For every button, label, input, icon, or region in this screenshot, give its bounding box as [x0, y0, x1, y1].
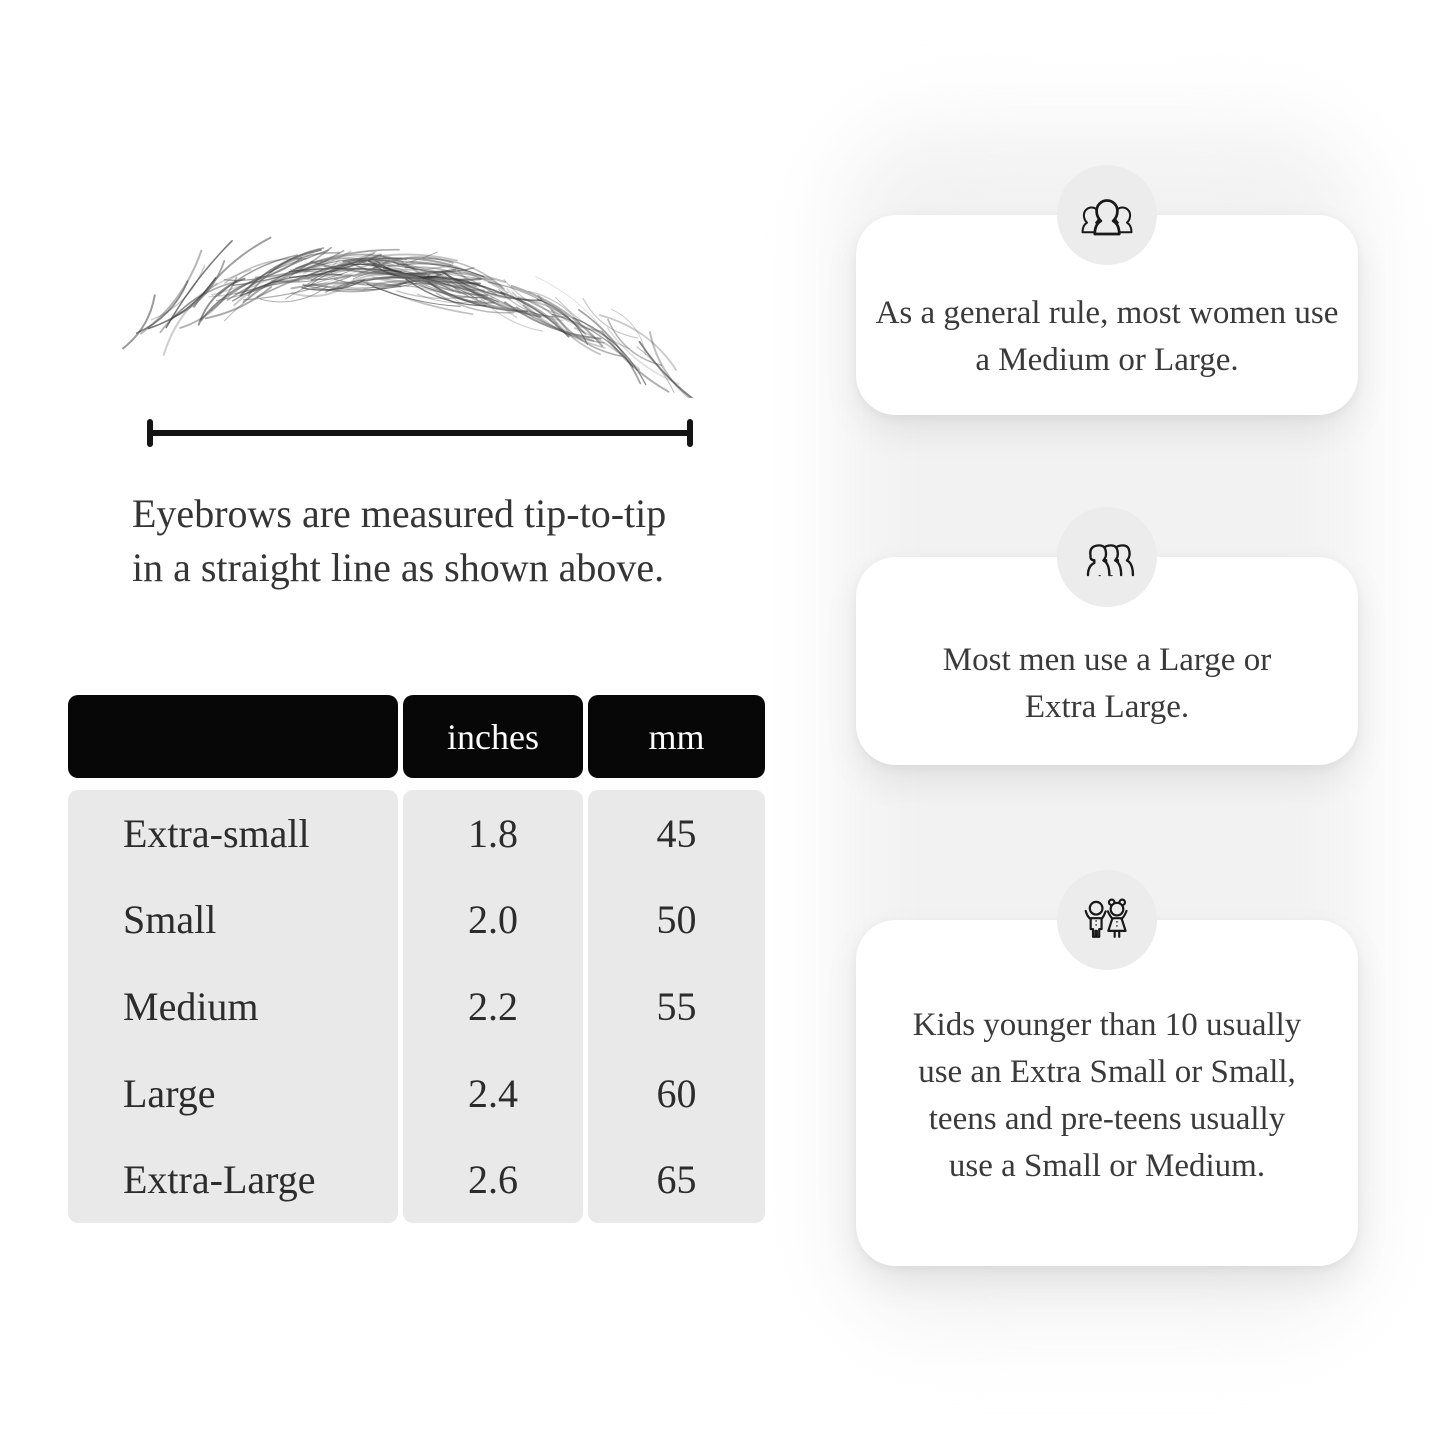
mm-value: 65	[656, 1157, 697, 1203]
men-group-icon	[1078, 528, 1136, 586]
size-table	[68, 695, 765, 1223]
header-cell-mm: mm	[588, 695, 765, 778]
size-label: Large	[123, 1070, 216, 1116]
women-note-card	[856, 215, 1358, 415]
size-label: Extra-small	[123, 810, 310, 856]
measurement-line	[147, 419, 693, 447]
eyebrow-illustration	[95, 228, 715, 398]
inches-value: 2.6	[468, 1157, 518, 1203]
size-table-header	[68, 695, 765, 778]
inches-value: 2.4	[468, 1070, 518, 1116]
size-table-body	[68, 790, 765, 1223]
measurement-caption	[132, 487, 666, 595]
kids-icon-circle	[1057, 870, 1157, 970]
kids-note-card	[856, 920, 1358, 1266]
size-label: Small	[123, 897, 217, 943]
size-label: Medium	[123, 983, 259, 1029]
measurement-bar	[149, 430, 691, 436]
women-note-text: As a general rule, most women use a Medium or Large.	[875, 295, 1339, 378]
inches-value: 2.2	[468, 983, 518, 1029]
mm-column	[588, 790, 765, 1223]
inches-value: 1.8	[468, 810, 518, 856]
header-cell-size	[68, 695, 398, 778]
men-icon-circle	[1057, 507, 1157, 607]
caption-line-1: Eyebrows are measured tip-to-tip	[132, 491, 667, 536]
size-label: Extra-Large	[123, 1157, 316, 1203]
caption-line-2: in a straight line as shown above.	[132, 545, 665, 590]
size-label-column	[68, 790, 398, 1223]
mm-value: 60	[656, 1070, 697, 1116]
men-note-card	[856, 557, 1358, 765]
kids-note-text: Kids younger than 10 usually use an Extra Small or Small, teens and pre-teens usually use a Small or Medium.	[912, 1007, 1302, 1184]
mm-value: 45	[656, 810, 697, 856]
inches-column	[403, 790, 583, 1223]
women-group-icon	[1078, 186, 1136, 244]
women-icon-circle	[1057, 165, 1157, 265]
men-note-text: Most men use a Large or Extra Large.	[942, 642, 1272, 725]
kids-icon	[1078, 891, 1136, 949]
measurement-right-tick	[687, 419, 693, 447]
header-cell-inches: inches	[403, 695, 583, 778]
inches-value: 2.0	[468, 897, 518, 943]
mm-value: 55	[656, 983, 697, 1029]
mm-value: 50	[656, 897, 697, 943]
